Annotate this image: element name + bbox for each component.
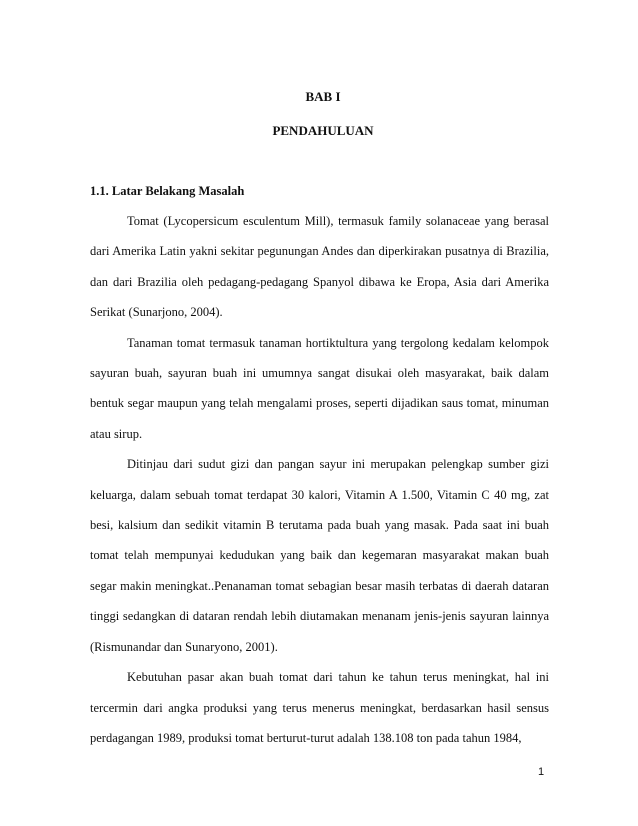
section-heading: 1.1. Latar Belakang Masalah (90, 184, 245, 198)
page-number: 1 (538, 766, 545, 778)
chapter-label: BAB I (305, 89, 341, 104)
chapter-title: PENDAHULUAN (272, 123, 374, 138)
paragraph: Tomat (Lycopersicum esculentum Mill), termasuk family solanaceae yang berasal dari Amerika Latin yakni sekitar pegunungan Andes dan diperkirakan pusatnya di Brazilia, dan dari Brazilia oleh pedagang-pedagang Spanyol dibawa ke Eropa, Asia dari Amerika Serikat (Sunarjono, 2004). (90, 214, 549, 320)
paragraph: Tanaman tomat termasuk tanaman hortiktultura yang tergolong kedalam kelompok sayuran buah, sayuran buah ini umumnya sangat disukai oleh masyarakat, baik dalam bentuk segar maupun yang telah mengalami proses, seperti dijadikan saus tomat, minuman atau sirup. (90, 335, 549, 441)
body-text (90, 206, 549, 753)
paragraph: Ditinjau dari sudut gizi dan pangan sayur ini merupakan pelengkap sumber gizi keluarga, dalam sebuah tomat terdapat 30 kalori, Vitamin A 1.500, Vitamin C 40 mg, zat besi, kalsium dan sedikit vitamin B terutama pada buah yang masak. Pada saat ini buah tomat telah mempunyai kedudukan yang baik dan kegemaran masyarakat makan buah segar makin meningkat..Penanaman tomat sebagian besar masih terbatas di daerah dataran tinggi sedangkan di dataran rendah lebih diutamakan menanam jenis-jenis sayuran lainnya (Rismunandar dan Sunaryono, 2001). (90, 457, 549, 654)
paragraph: Kebutuhan pasar akan buah tomat dari tahun ke tahun terus meningkat, hal ini tercermin dari angka produksi yang terus menerus meningkat, berdasarkan hasil sensus perdagangan 1989, produksi tomat berturut-turut adalah 138.108 ton pada tahun 1984, (90, 670, 549, 745)
